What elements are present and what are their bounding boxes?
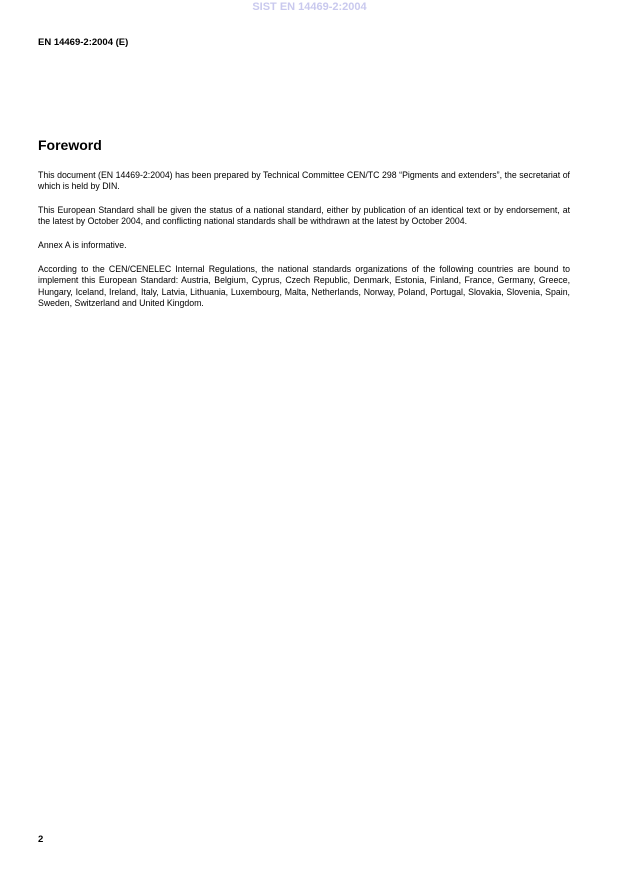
paragraph: Annex A is informative.	[38, 240, 127, 251]
paragraph: According to the CEN/CENELEC Internal Regulations, the national standards organizations of the following countries are bound to implement this European Standard: Austria, Belgium, Cyprus, Czech Republic, Denmark, Estonia, Finland, France, Germany, Greece, Hungary, Iceland, Ireland, Italy, Latvia, Lithuania, Luxembourg, Malta, Netherlands, Norway, Poland, Portugal, Slovakia, Slovenia, Spain, Sweden, Switzerland and United Kingdom.	[38, 263, 570, 308]
section-title: Foreword	[38, 137, 102, 153]
paragraph: This document (EN 14469-2:2004) has been prepared by Technical Committee CEN/TC 298 “Pigments and extenders”, the secretariat of which is held by DIN.	[38, 170, 570, 192]
page-number: 2	[38, 834, 44, 845]
section-body	[38, 170, 570, 322]
paragraph: This European Standard shall be given the status of a national standard, either by publication of an identical text or by endorsement, at the latest by October 2004, and conflicting national standards shall be withdrawn at the latest by October 2004.	[38, 205, 570, 227]
document-id-header: EN 14469-2:2004 (E)	[38, 37, 129, 48]
watermark: SIST EN 14469-2:2004	[252, 1, 367, 13]
